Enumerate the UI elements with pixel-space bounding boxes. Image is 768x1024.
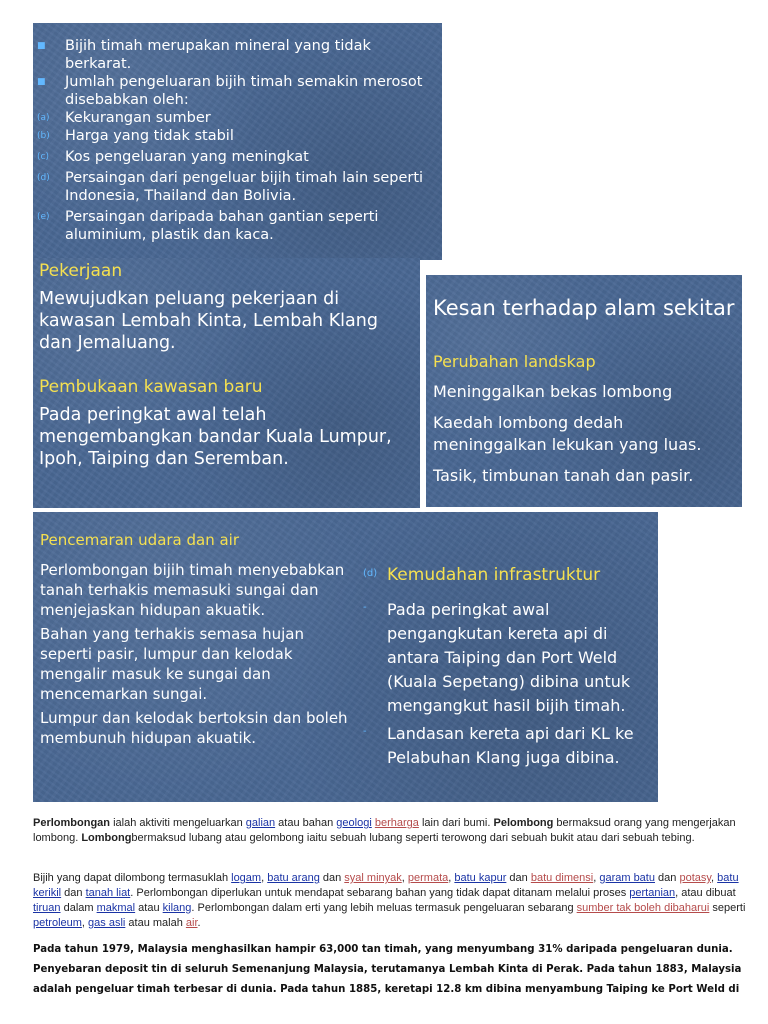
slide-heading: Perubahan landskap bbox=[433, 352, 596, 371]
square-bullet-icon: ■ bbox=[37, 77, 46, 87]
text: Bijih yang dapat dilombong termasuklah bbox=[33, 872, 232, 884]
link-potasy[interactable]: potasy bbox=[679, 872, 712, 884]
slide-text: Lumpur dan kelodak bertoksin dan boleh membunuh hidupan akuatik. bbox=[40, 709, 348, 747]
slide-pollution-infrastructure bbox=[33, 512, 658, 802]
link-batu-kerikil[interactable]: batu kerikil bbox=[33, 872, 739, 899]
link-permata[interactable]: permata bbox=[407, 872, 449, 884]
text: atau bbox=[135, 902, 163, 914]
heading-row bbox=[363, 564, 653, 598]
slide-text: Bahan yang terhakis semasa hujan seperti pasir, lumpur dan kelodak mengalir masuk ke sungai dan mencemarkan sungai. bbox=[40, 625, 304, 703]
text: , bbox=[711, 872, 718, 884]
list-marker: (c) bbox=[37, 152, 49, 162]
text: bermaksud orang yang mengerjakan lombong. bbox=[33, 817, 736, 844]
slide-heading: Pembukaan kawasan baru bbox=[39, 377, 263, 397]
paragraph-minerals bbox=[33, 871, 753, 931]
link-batu-dimensi[interactable]: batu dimensi bbox=[530, 872, 594, 884]
link-batu-arang[interactable]: batu arang bbox=[267, 872, 320, 884]
link-pertanian[interactable]: pertanian bbox=[629, 887, 676, 899]
list-item bbox=[33, 37, 442, 73]
slide-heading: Pencemaran udara dan air bbox=[40, 531, 240, 549]
list-item-text: Kekurangan sumber bbox=[65, 110, 211, 126]
link-makmal[interactable]: makmal bbox=[96, 902, 136, 914]
bold-term: Pelombong bbox=[493, 817, 554, 829]
list-item-text: Jumlah pengeluaran bijih timah semakin merosot disebabkan oleh: bbox=[65, 74, 423, 108]
list-item bbox=[33, 208, 442, 244]
link-garam-batu[interactable]: garam batu bbox=[599, 872, 655, 884]
text: atau malah bbox=[125, 917, 186, 929]
text: dan bbox=[506, 872, 531, 884]
text: dalam bbox=[60, 902, 97, 914]
list-marker: (e) bbox=[37, 212, 50, 222]
list-marker: (a) bbox=[37, 113, 50, 123]
link-sumber-tak-boleh-dibaharui[interactable]: sumber tak boleh dibaharui bbox=[576, 902, 710, 914]
dash-bullet-icon: - bbox=[363, 726, 367, 737]
list-item bbox=[33, 148, 442, 166]
paragraph-history: Pada tahun 1979, Malaysia menghasilkan hampir 63,000 tan timah, yang menyumbang 31% daripada pengeluaran dunia. Penyebaran deposit tin di seluruh Semenanjung Malaysia, terutamanya Lembah Kinta di Perak. Pada tahun 1883, Malaysia adalah pengeluar timah terbesar di dunia. Pada tahun 1885, keretapi 12.8 km dibina menyambung Taiping ke Port Weld di bbox=[33, 944, 742, 995]
slide-environment-impact bbox=[426, 275, 742, 507]
dash-bullet-icon: - bbox=[363, 602, 367, 613]
text: dan bbox=[319, 872, 345, 884]
list-marker: (b) bbox=[37, 131, 50, 141]
list-item bbox=[33, 73, 442, 109]
slide-text: Pada peringkat awal pengangkutan kereta api di antara Taiping dan Port Weld (Kuala Sepetang) dibina untuk mengangkut hasil bijih timah. bbox=[387, 600, 631, 715]
slide-text: Mewujudkan peluang pekerjaan di kawasan Lembah Kinta, Lembah Klang dan Jemaluang. bbox=[39, 289, 378, 353]
slide-tin-production-decline bbox=[33, 23, 442, 260]
slide-employment-new-areas bbox=[33, 258, 420, 508]
link-kilang[interactable]: kilang bbox=[162, 902, 192, 914]
link-syal-minyak[interactable]: syal minyak bbox=[344, 872, 402, 884]
text: , bbox=[593, 872, 600, 884]
text: , bbox=[401, 872, 408, 884]
slide-heading: Pekerjaan bbox=[39, 261, 123, 281]
text: seperti bbox=[709, 902, 746, 914]
list-marker: (d) bbox=[37, 173, 50, 183]
slide-text: Pada peringkat awal telah mengembangkan bandar Kuala Lumpur, Ipoh, Taiping dan Seremban. bbox=[39, 405, 392, 469]
text: . bbox=[197, 917, 201, 929]
slide-heading: Kemudahan infrastruktur bbox=[387, 565, 601, 585]
list-item bbox=[363, 598, 653, 722]
list-item-text: Harga yang tidak stabil bbox=[65, 128, 234, 144]
list-item-text: Bijih timah merupakan mineral yang tidak berkarat. bbox=[65, 38, 371, 72]
link-air[interactable]: air bbox=[185, 917, 198, 929]
link-tiruan[interactable]: tiruan bbox=[33, 902, 61, 914]
list-item bbox=[33, 127, 442, 145]
link-gas-asli[interactable]: gas asli bbox=[88, 917, 126, 929]
infrastructure-section bbox=[363, 564, 653, 774]
text: . Perlombongan dalam erti yang lebih meluas termasuk pengeluaran sebarang bbox=[191, 902, 577, 914]
text: , bbox=[81, 917, 89, 929]
text: dan bbox=[61, 887, 86, 899]
list-item-text: Persaingan dari pengeluar bijih timah lain seperti Indonesia, Thailand dan Bolivia. bbox=[65, 170, 424, 204]
slide-title: Kesan terhadap alam sekitar bbox=[433, 296, 735, 320]
slide-text: Landasan kereta api dari KL ke Pelabuhan Klang juga dibina. bbox=[387, 724, 634, 767]
link-tanah-liat[interactable]: tanah liat bbox=[85, 887, 131, 899]
slide-text: Kaedah lombong dedah meninggalkan lekukan yang luas. bbox=[433, 413, 702, 454]
link-petroleum[interactable]: petroleum bbox=[33, 917, 82, 929]
text: bermaksud lubang atau gelombong iaitu sebuah lubang seperti terowong dari sebuah bukit atau dari sebuah tebing. bbox=[131, 832, 695, 844]
pollution-section bbox=[40, 530, 360, 752]
text: ialah aktiviti mengeluarkan bbox=[110, 817, 246, 829]
slide-text: Perlombongan bijih timah menyebabkan tanah terhakis memasuki sungai dan menjejaskan hidupan akuatik. bbox=[40, 561, 345, 619]
slide-text: Meninggalkan bekas lombong bbox=[433, 382, 673, 401]
text: atau bahan bbox=[275, 817, 337, 829]
bold-term: Perlombongan bbox=[33, 817, 111, 829]
text: . Perlombongan diperlukan untuk mendapat sebarang bahan yang tidak dapat ditanam melalui proses bbox=[130, 887, 630, 899]
text: dan bbox=[654, 872, 680, 884]
square-bullet-icon: ■ bbox=[37, 41, 46, 51]
list-item-text: Persaingan daripada bahan gantian seperti aluminium, plastik dan kaca. bbox=[65, 209, 379, 243]
text: , atau dibuat bbox=[675, 887, 736, 899]
link-galian[interactable]: galian bbox=[245, 817, 276, 829]
list-item bbox=[33, 169, 442, 205]
list-item bbox=[33, 109, 442, 127]
text: lain dari bumi. bbox=[418, 817, 494, 829]
slide-text: Tasik, timbunan tanah dan pasir. bbox=[433, 466, 694, 485]
text: , bbox=[448, 872, 455, 884]
link-geologi[interactable]: geologi bbox=[336, 817, 372, 829]
paragraph-definition bbox=[33, 816, 753, 846]
link-logam[interactable]: logam bbox=[231, 872, 262, 884]
list-item-text: Kos pengeluaran yang meningkat bbox=[65, 149, 309, 165]
link-berharga[interactable]: berharga bbox=[374, 817, 419, 829]
list-marker: (d) bbox=[363, 568, 378, 579]
list-item bbox=[363, 722, 653, 774]
bold-term: Lombong bbox=[81, 832, 132, 844]
text: , bbox=[261, 872, 268, 884]
link-batu-kapur[interactable]: batu kapur bbox=[454, 872, 507, 884]
